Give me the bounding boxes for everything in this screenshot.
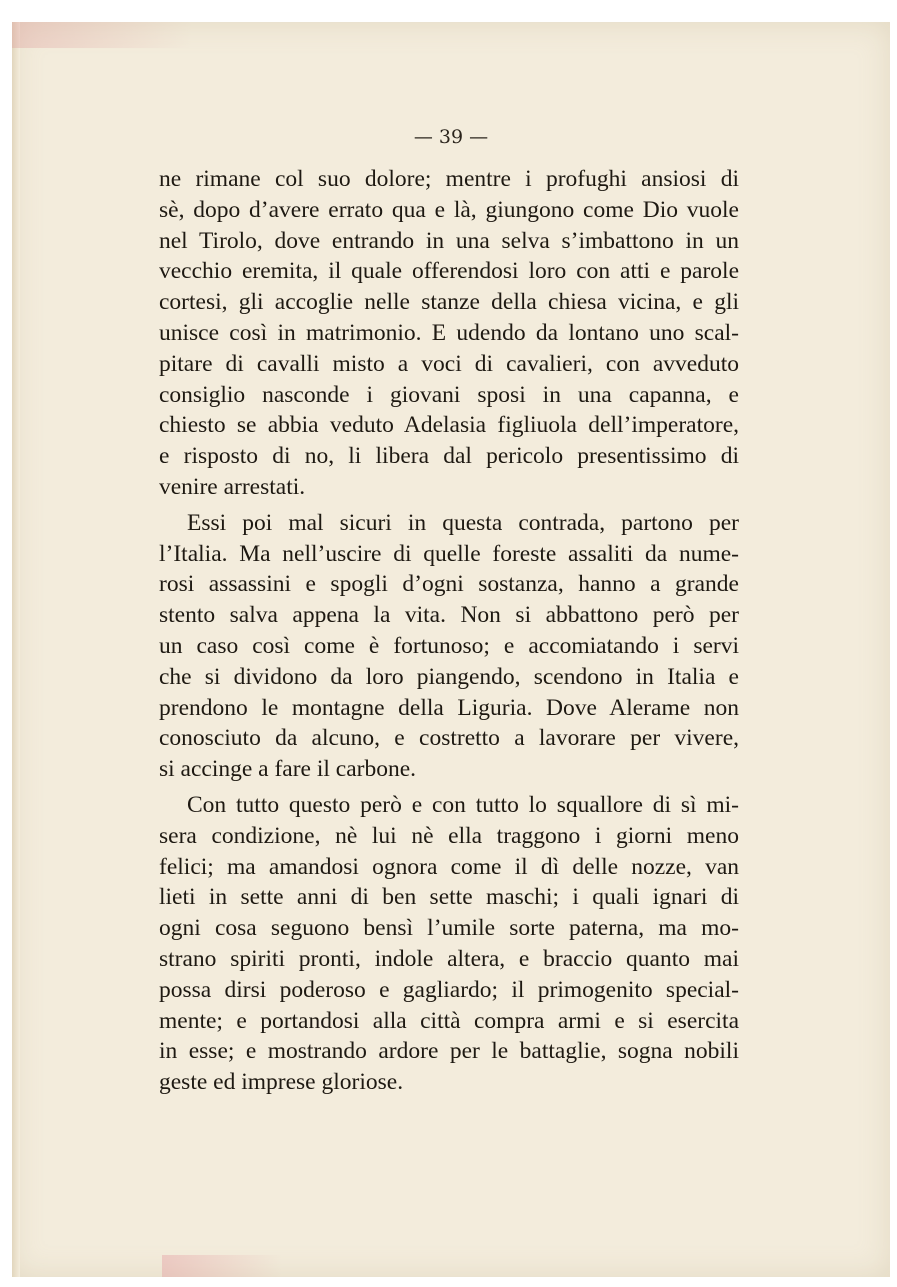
text-line: l’Italia. Ma nell’uscire di quelle foreste assaliti da nume- <box>159 540 739 567</box>
text-line: chiesto se abbia veduto Adelasia figliuola dell’imperatore, <box>159 412 739 439</box>
paper-stain-top <box>12 22 192 48</box>
text-line: Con tutto questo però e con tutto lo squallore di sì mi- <box>187 791 739 818</box>
text-line: possa dirsi poderoso e gagliardo; il primogenito special- <box>159 976 739 1003</box>
text-line: che si dividono da loro piangendo, scendono in Italia e <box>159 663 739 690</box>
text-line: unisce così in matrimonio. E udendo da lontano uno scal- <box>159 319 739 346</box>
body-text <box>159 164 739 1098</box>
text-line: in esse; e mostrando ardore per le battaglie, sogna nobili <box>159 1038 739 1065</box>
text-line: geste ed imprese gloriose. <box>159 1069 404 1096</box>
text-line: cortesi, gli accoglie nelle stanze della chiesa vicina, e gli <box>159 289 739 316</box>
paper-stain-bottom <box>162 1255 282 1277</box>
text-line: consiglio nasconde i giovani sposi in una capanna, e <box>159 381 739 408</box>
text-line: conosciuto da alcuno, e costretto a lavorare per vivere, <box>159 725 739 752</box>
text-line: ne rimane col suo dolore; mentre i profughi ansiosi di <box>159 166 739 192</box>
text-line: venire arrestati. <box>159 473 306 500</box>
book-page <box>12 22 890 1277</box>
text-line: rosi assassini e spogli d’ogni sostanza, hanno a grande <box>159 571 739 598</box>
text-line: vecchio eremita, il quale offerendosi loro con atti e parole <box>159 258 739 285</box>
text-line: sera condizione, nè lui nè ella traggono i giorni meno <box>159 822 739 849</box>
text-line: sè, dopo d’avere errato qua e là, giungono come Dio vuole <box>159 196 739 223</box>
paragraph <box>159 508 739 785</box>
text-line: e risposto di no, li libera dal pericolo presentissimo di <box>159 443 739 470</box>
page-edge <box>12 22 20 1277</box>
text-line: lieti in sette anni di ben sette maschi; i quali ignari di <box>159 884 739 911</box>
text-line: felici; ma amandosi ognora come il dì delle nozze, van <box>159 853 739 880</box>
text-line: si accinge a fare il carbone. <box>159 756 417 783</box>
text-line: prendono le montagne della Liguria. Dove Alerame non <box>159 694 739 721</box>
paragraph <box>159 790 739 1098</box>
paragraph <box>159 164 739 503</box>
text-line: pitare di cavalli misto a voci di cavalieri, con avveduto <box>159 350 739 377</box>
text-line: Essi poi mal sicuri in questa contrada, partono per <box>187 509 739 536</box>
text-line: ogni cosa seguono bensì l’umile sorte paterna, ma mo- <box>159 915 739 942</box>
text-line: nel Tirolo, dove entrando in una selva s’imbattono in un <box>159 227 739 254</box>
page-number: — 39 — <box>413 126 489 148</box>
text-line: stento salva appena la vita. Non si abbattono però per <box>159 602 739 629</box>
text-line: mente; e portandosi alla città compra armi e si esercita <box>159 1007 739 1034</box>
text-line: un caso così come è fortunoso; e accomiatando i servi <box>159 632 739 659</box>
text-line: strano spiriti pronti, indole altera, e braccio quanto mai <box>159 945 739 972</box>
